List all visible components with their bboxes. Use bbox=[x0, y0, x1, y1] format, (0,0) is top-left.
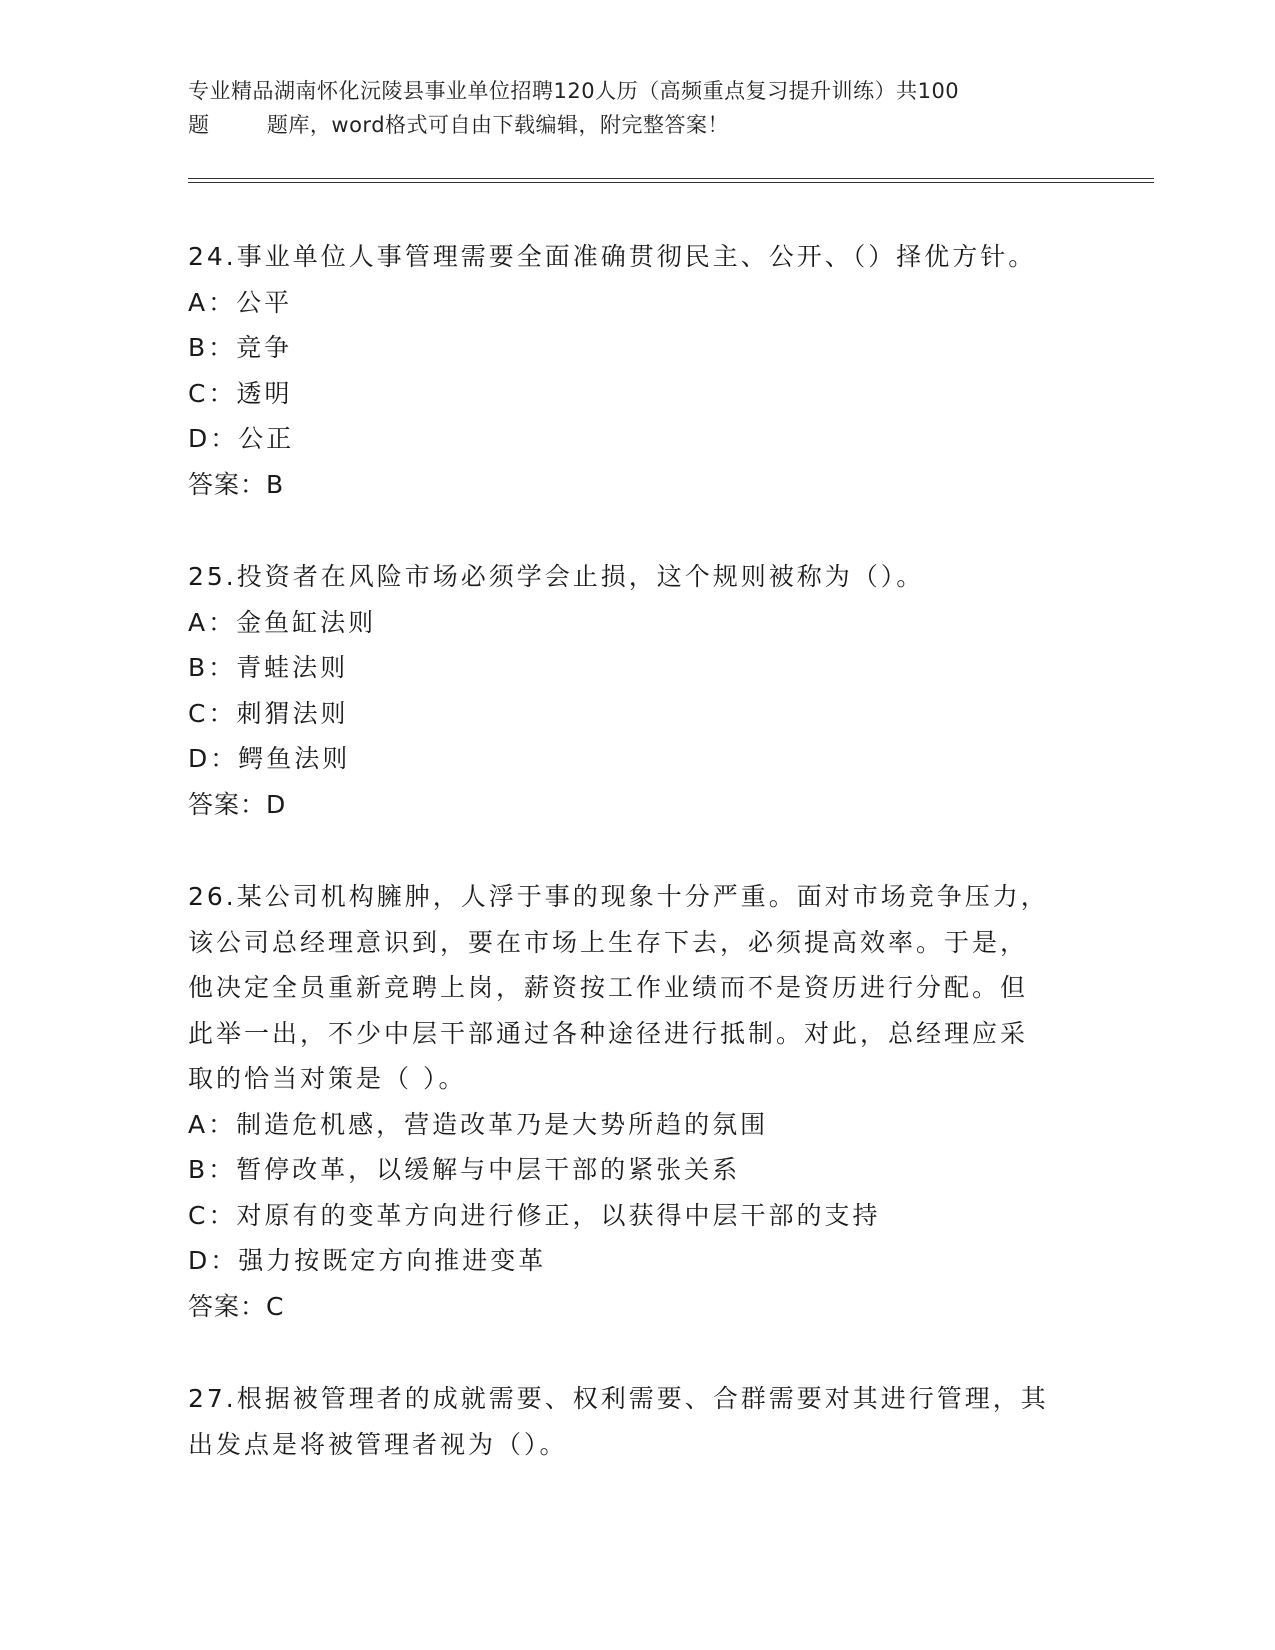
header-line-1: 专业精品湖南怀化沅陵县事业单位招聘120人历（高频重点复习提升训练）共100 bbox=[188, 79, 960, 103]
question-24 bbox=[188, 234, 1088, 507]
question-26 bbox=[188, 874, 1088, 1329]
option-a: A：金鱼缸法则 bbox=[188, 607, 377, 637]
question-25 bbox=[188, 554, 1088, 827]
question-stem-line: 27.根据被管理者的成就需要、权利需要、合群需要对其进行管理，其 bbox=[188, 1384, 1049, 1413]
option-b: B：竞争 bbox=[188, 333, 293, 362]
question-stem: 25.投资者在风险市场必须学会止损，这个规则被称为（）。 bbox=[188, 562, 925, 591]
question-stem: 24.事业单位人事管理需要全面准确贯彻民主、公开、（）择优方针。 bbox=[188, 242, 1037, 271]
option-d: D：强力按既定方向推进变革 bbox=[188, 1246, 547, 1275]
answer: 答案：B bbox=[188, 469, 285, 499]
option-d: D：鳄鱼法则 bbox=[188, 744, 351, 773]
header-divider bbox=[188, 178, 1154, 183]
answer: 答案：C bbox=[188, 1291, 285, 1321]
header-line-2: 题 题库，word格式可自由下载编辑，附完整答案！ bbox=[188, 113, 730, 137]
question-stem-line: 出发点是将被管理者视为（）。 bbox=[188, 1429, 568, 1459]
question-stem-line: 他决定全员重新竞聘上岗，薪资按工作业绩而不是资历进行分配。但 bbox=[188, 973, 1029, 1002]
page-header bbox=[188, 74, 1088, 142]
option-b: B：暂停改革，以缓解与中层干部的紧张关系 bbox=[188, 1155, 741, 1184]
option-a: A：制造危机感，营造改革乃是大势所趋的氛围 bbox=[188, 1109, 769, 1139]
answer: 答案：D bbox=[188, 789, 287, 819]
question-stem-line: 26.某公司机构臃肿，人浮于事的现象十分严重。面对市场竞争压力， bbox=[188, 882, 1049, 911]
option-a: A：公平 bbox=[188, 287, 293, 317]
question-stem-line: 该公司总经理意识到，要在市场上生存下去，必须提高效率。于是， bbox=[188, 927, 1029, 957]
question-27 bbox=[188, 1376, 1088, 1467]
question-stem-line: 此举一出，不少中层干部通过各种途径进行抵制。对此，总经理应采 bbox=[188, 1018, 1029, 1048]
question-stem-line: 取的恰当对策是（ ）。 bbox=[188, 1064, 467, 1093]
option-c: C：对原有的变革方向进行修正，以获得中层干部的支持 bbox=[188, 1200, 881, 1230]
option-c: C：刺猬法则 bbox=[188, 698, 349, 728]
option-c: C：透明 bbox=[188, 378, 293, 408]
option-d: D：公正 bbox=[188, 424, 295, 453]
option-b: B：青蛙法则 bbox=[188, 653, 349, 682]
